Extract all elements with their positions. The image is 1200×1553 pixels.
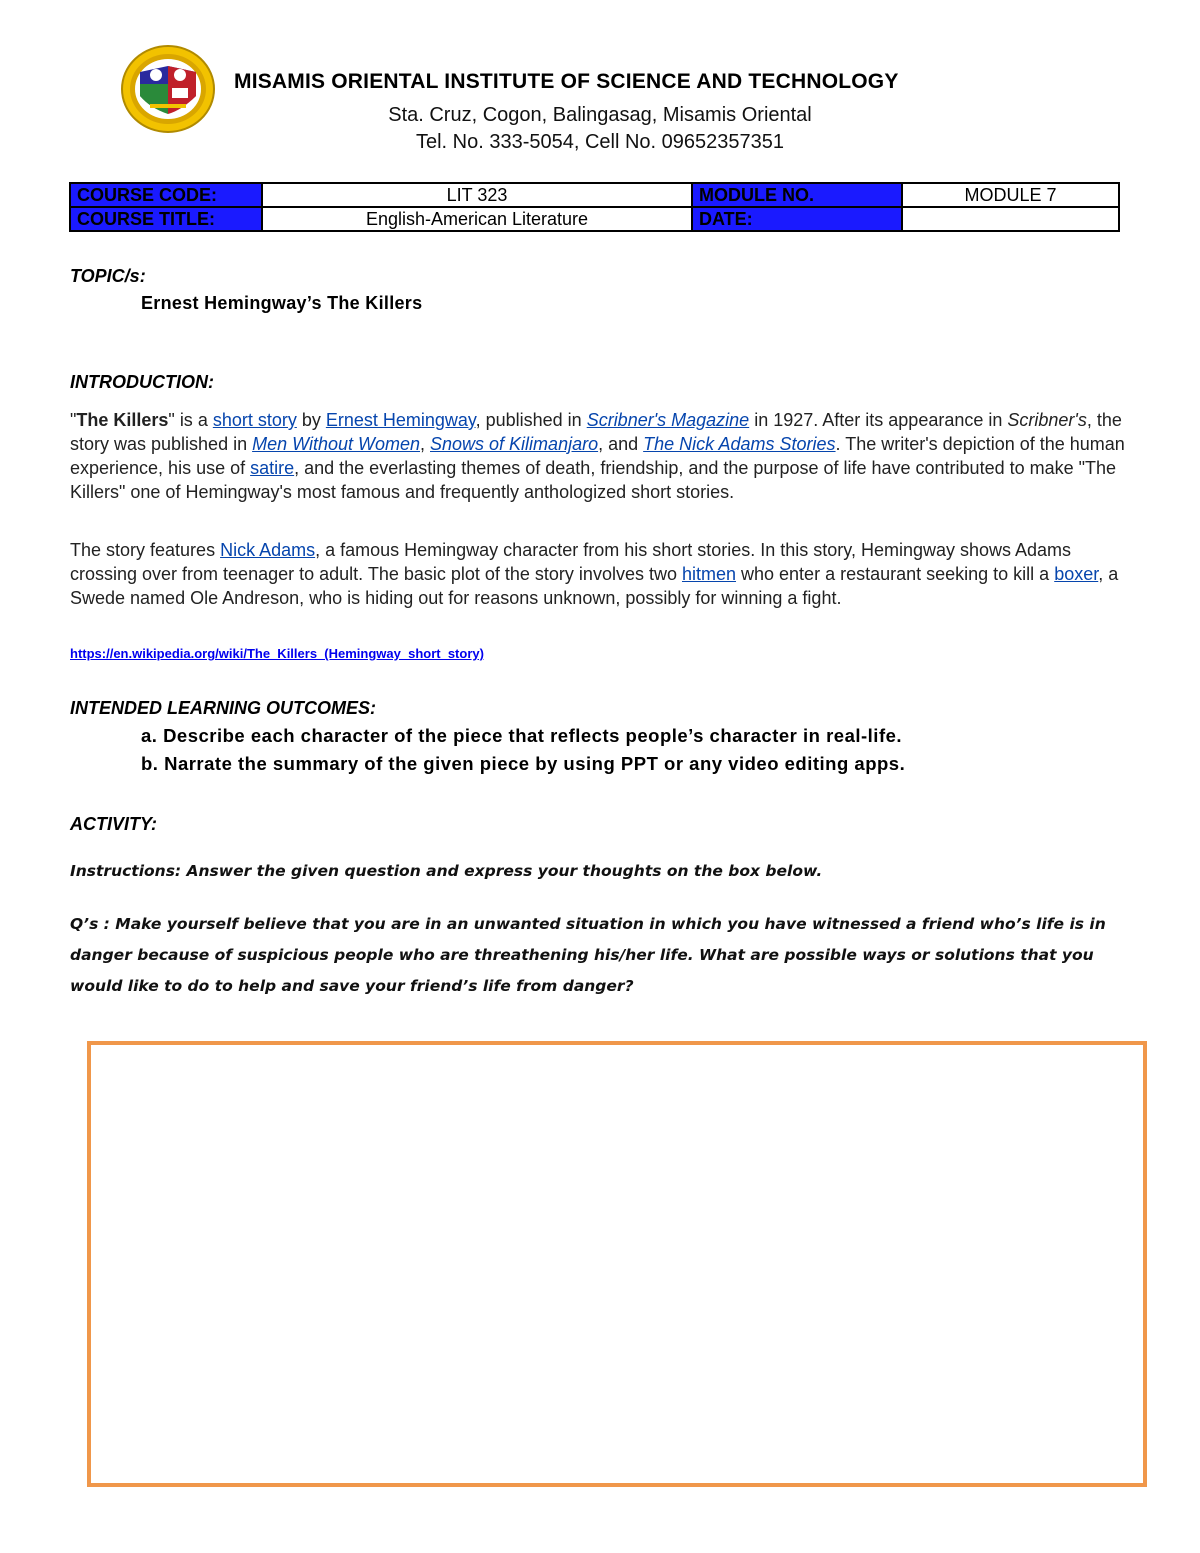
outcome-item: a. Describe each character of the piece that reflects people’s character in real-life. bbox=[141, 725, 903, 746]
date-label: DATE: bbox=[692, 207, 902, 231]
activity-heading: ACTIVITY: bbox=[70, 814, 158, 834]
activity-question: Q’s : Make yourself believe that you are in an unwanted situation in which you have witnessed a friend who’s life is in danger because of suspicious people who are threathening his/her life. What are possible ways or solutions that you would like to do to help and save your friend’s life from danger? bbox=[70, 915, 1106, 995]
text-span: , a Swede named Ole Andreson, who is hiding out for reasons unknown, possibly for winning a fight. bbox=[70, 564, 1119, 608]
outcome-item: b. Narrate the summary of the given piece by using PPT or any video editing apps. bbox=[141, 753, 906, 774]
link-nick-adams-stories[interactable]: The Nick Adams Stories bbox=[643, 434, 836, 454]
course-info-table bbox=[69, 182, 1120, 232]
table-row bbox=[70, 207, 1119, 231]
text-span: " is a bbox=[168, 410, 213, 430]
link-hitmen[interactable]: hitmen bbox=[681, 564, 737, 584]
institution-address: Sta. Cruz, Cogon, Balingasag, Misamis Oriental bbox=[388, 104, 812, 126]
course-title-value: English-American Literature bbox=[262, 207, 692, 231]
text-span: who enter a restaurant seeking to kill a bbox=[736, 564, 1055, 584]
text-span: The story features bbox=[70, 540, 221, 560]
introduction-heading: INTRODUCTION: bbox=[70, 372, 214, 392]
link-nick-adams[interactable]: Nick Adams bbox=[220, 540, 316, 560]
answer-box[interactable] bbox=[87, 1041, 1147, 1487]
text-span: , and bbox=[598, 434, 644, 454]
activity-instructions: Instructions: Answer the given question and express your thoughts on the box below. bbox=[70, 862, 823, 880]
date-value bbox=[902, 207, 1119, 231]
text-span: . The writer's depiction of the human experience, his use of bbox=[70, 434, 1125, 478]
institution-name: MISAMIS ORIENTAL INSTITUTE OF SCIENCE AND TECHNOLOGY bbox=[234, 70, 899, 93]
text-span: by bbox=[296, 410, 326, 430]
text-span: , published in bbox=[475, 410, 587, 430]
link-magazine[interactable]: Scribner's Magazine bbox=[586, 410, 750, 430]
module-no-label: MODULE NO. bbox=[692, 183, 902, 207]
course-code-value: LIT 323 bbox=[262, 183, 692, 207]
text-span: , and the everlasting themes of death, friendship, and the purpose of life have contributed to make "The Killers" one of Hemingway's most famous and frequently anthologized short stories. bbox=[70, 458, 1117, 502]
link-men-without-women[interactable]: Men Without Women bbox=[252, 434, 420, 454]
link-satire[interactable]: satire bbox=[250, 458, 295, 478]
story-title: The Killers bbox=[76, 410, 169, 430]
introduction-paragraph-1 bbox=[70, 408, 1130, 504]
institution-contact: Tel. No. 333-5054, Cell No. 09652357351 bbox=[415, 131, 785, 153]
text-span: , the story was published in bbox=[70, 410, 1122, 454]
module-no-value: MODULE 7 bbox=[902, 183, 1119, 207]
link-boxer[interactable]: boxer bbox=[1054, 564, 1099, 584]
link-author[interactable]: Ernest Hemingway bbox=[325, 410, 476, 430]
link-short-story[interactable]: short story bbox=[212, 410, 297, 430]
introduction-paragraph-2 bbox=[70, 538, 1130, 610]
source-link[interactable]: https://en.wikipedia.org/wiki/The_Killers_(Hemingway_short_story) bbox=[70, 646, 484, 661]
text-span: " bbox=[70, 410, 77, 430]
link-snows-of-kilimanjaro[interactable]: Snows of Kilimanjaro bbox=[430, 434, 599, 454]
course-title-label: COURSE TITLE: bbox=[70, 207, 262, 231]
text-span: , a famous Hemingway character from his short stories. In this story, Hemingway shows Adams crossing over from teenager to adult. The basic plot of the story involves two bbox=[70, 540, 1072, 584]
text-span: in 1927. After its appearance in bbox=[749, 410, 1008, 430]
scribners-text: Scribner's bbox=[1007, 410, 1087, 430]
topic-item: Ernest Hemingway’s The Killers bbox=[141, 293, 423, 313]
table-row bbox=[70, 183, 1119, 207]
text-span: , bbox=[420, 434, 431, 454]
course-code-label: COURSE CODE: bbox=[70, 183, 262, 207]
topic-heading: TOPIC/s: bbox=[70, 266, 146, 286]
outcomes-heading: INTENDED LEARNING OUTCOMES: bbox=[70, 698, 376, 718]
